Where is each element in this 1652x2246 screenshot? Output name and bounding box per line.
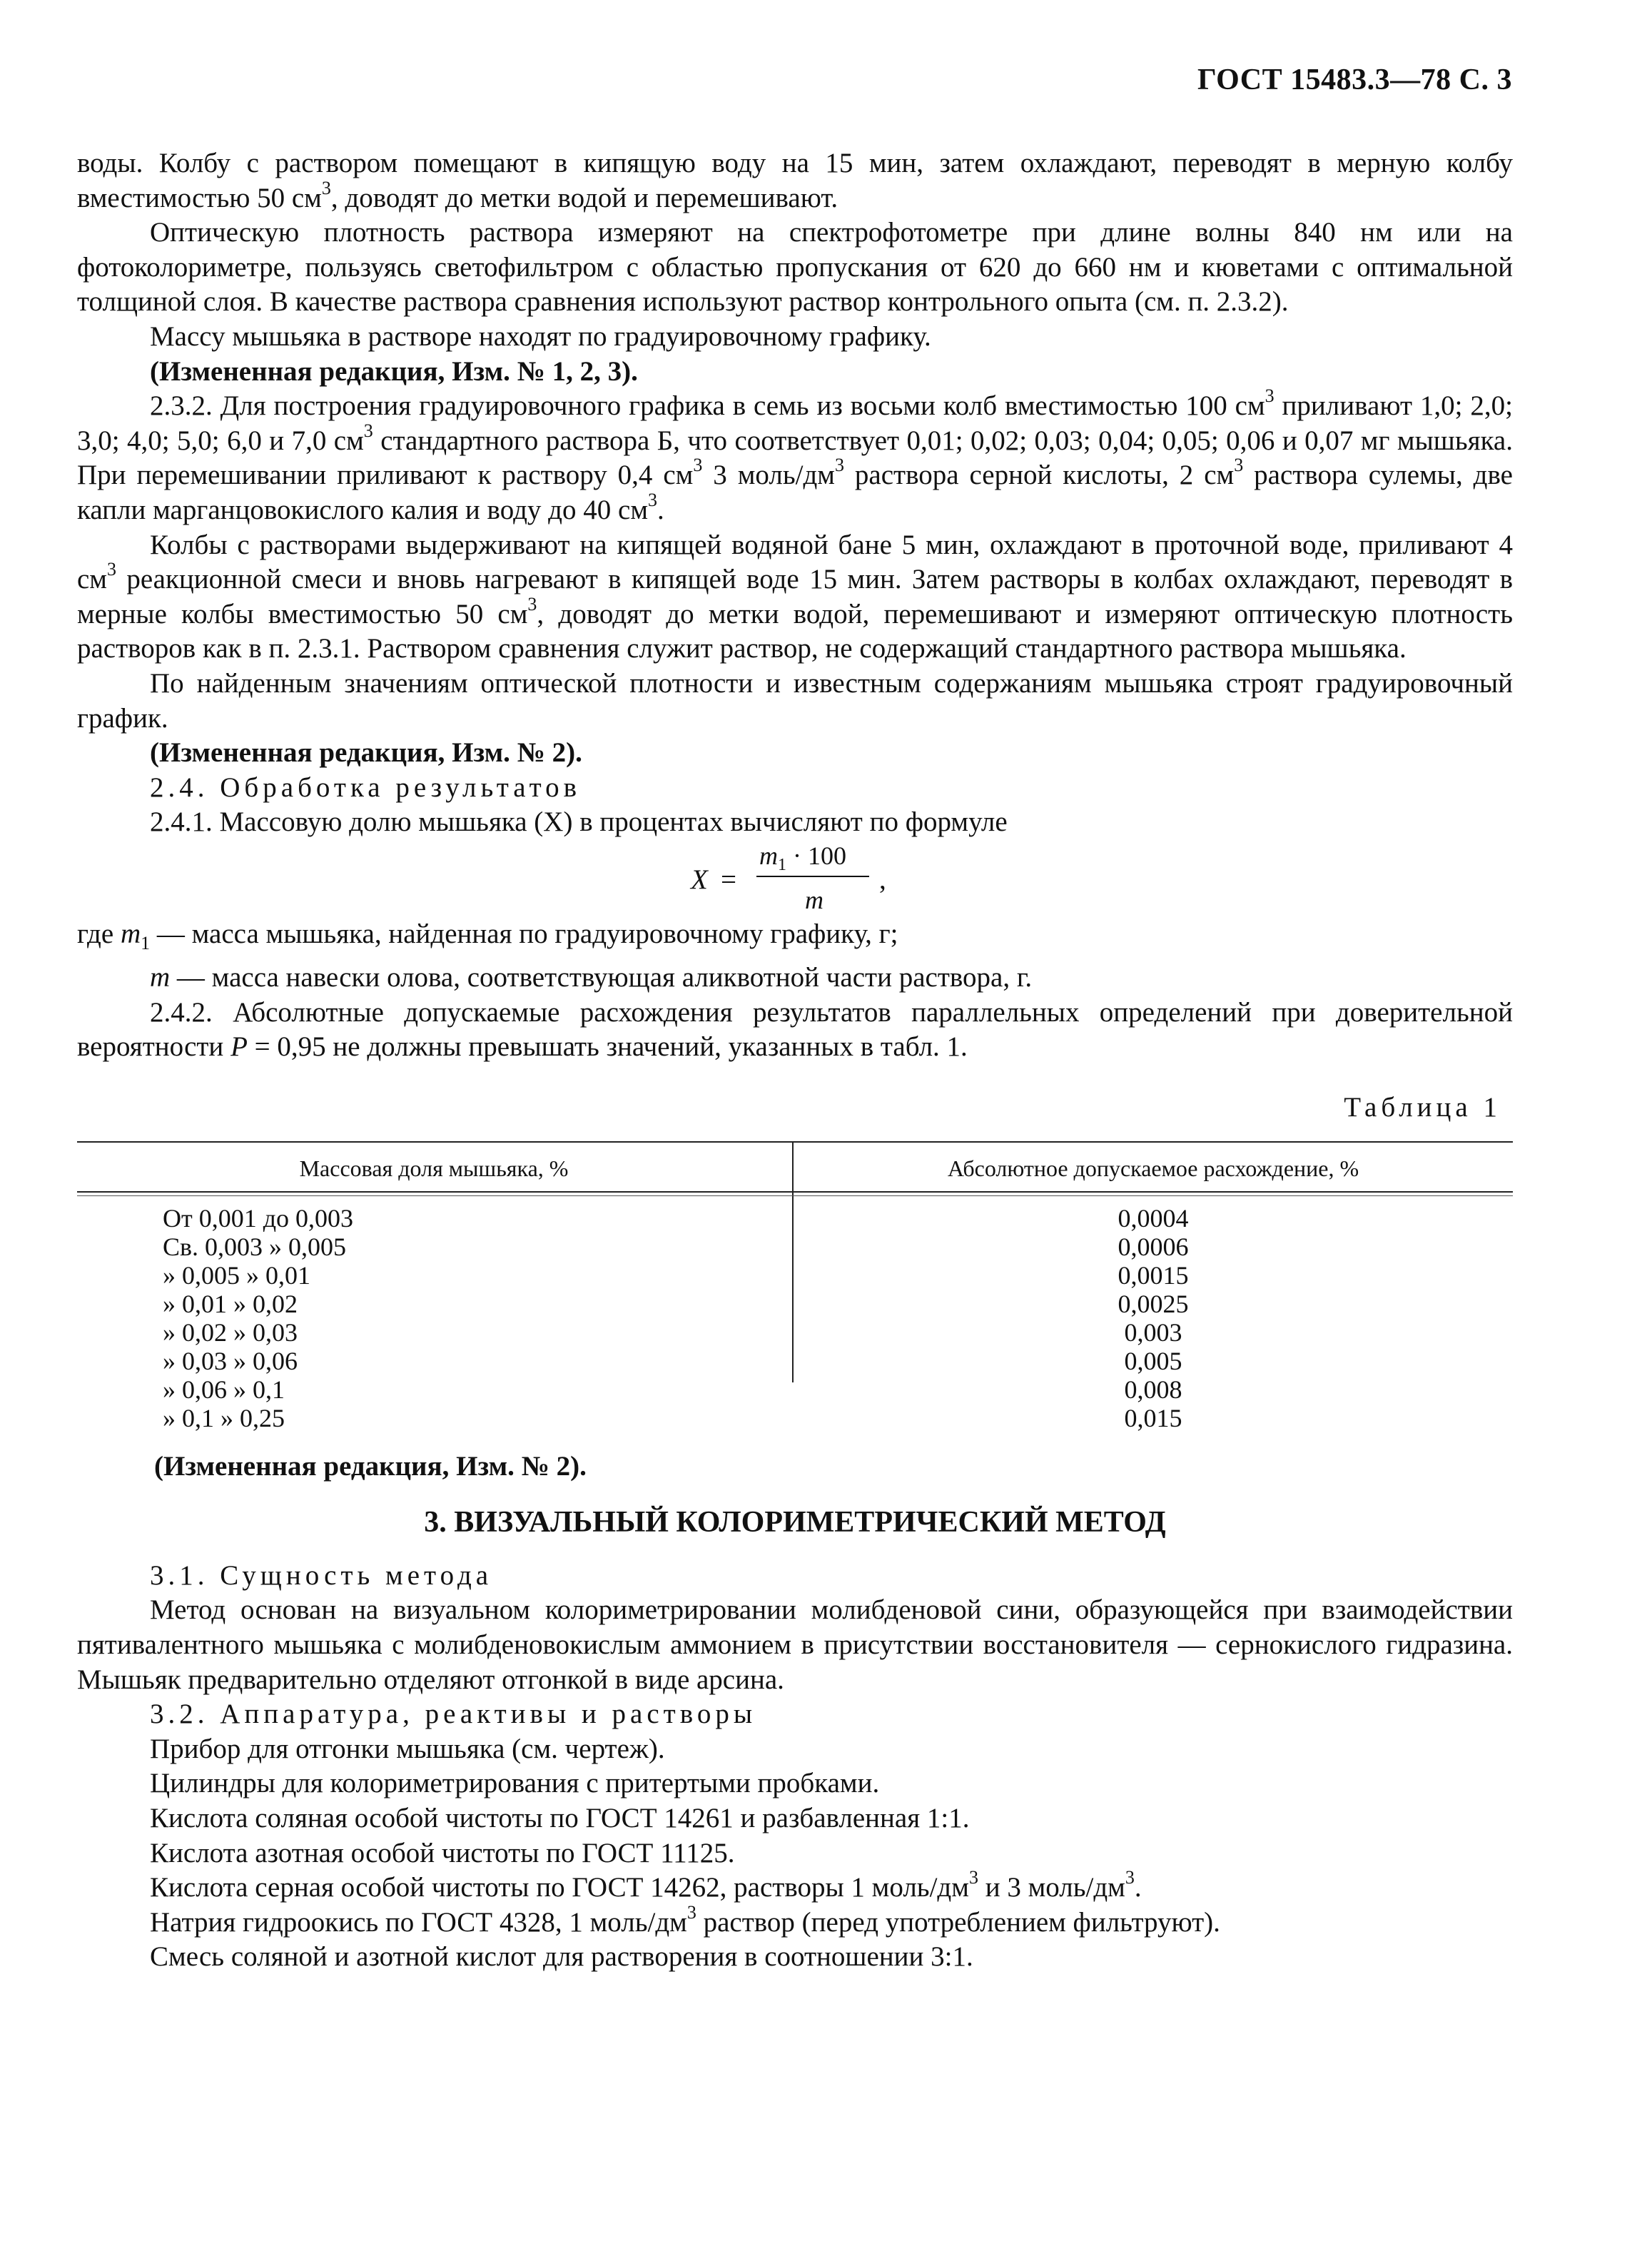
table-row [77, 1233, 1513, 1261]
superscript: 3 [1125, 1867, 1135, 1888]
paragraph: По найденным значениям оптической плотности и известным содержаниям мышьяка строят градуировочный график. [77, 667, 1513, 734]
fraction-bar [756, 876, 869, 877]
var: P [230, 1031, 248, 1063]
list-item: Цилиндры для колориметрирования с притертыми пробками. [150, 1768, 880, 1799]
table-cell: 0,003 [1124, 1317, 1182, 1347]
text: . [657, 494, 664, 525]
table-cell: » 0,02 » 0,03 [163, 1317, 298, 1347]
table-cell: 0,005 [1124, 1346, 1182, 1375]
table-rule [77, 1195, 1513, 1196]
formula-denominator: m [805, 885, 824, 914]
paragraph [77, 146, 1513, 216]
amendment-note: (Измененная редакция, Изм. № 1, 2, 3). [150, 355, 638, 387]
text: 2.4.2. Абсолютные допускаемые расхождения результатов параллельных определений при доверительной вероятности [77, 996, 1513, 1063]
table-cell: » 0,03 » 0,06 [163, 1346, 298, 1375]
text: где [77, 918, 121, 949]
text: воды. Колбу с раствором помещают в кипящую воду на 15 мин, затем охлаждают, переводят в мерную колбу вместимостью 50 см [77, 148, 1513, 213]
section-heading: 2.4. Обработка результатов [150, 772, 582, 803]
table-cell: » 0,06 » 0,1 [163, 1375, 285, 1404]
formula-comma: , [879, 864, 886, 895]
text: . [1134, 1872, 1142, 1903]
subsection-heading: 3.2. Аппаратура, реактивы и растворы [150, 1699, 757, 1730]
superscript: 3 [968, 1867, 978, 1888]
table-row [77, 1318, 1513, 1347]
text: раствора сулемы, две капли марганцовокислого калия и воду до 40 см [77, 460, 1513, 525]
text: , доводят до метки водой и перемешивают. [330, 182, 838, 213]
formula-var: m [759, 841, 778, 870]
superscript: 3 [693, 455, 703, 476]
table-cell: 0,0025 [1118, 1289, 1189, 1318]
paragraph: Оптическую плотность раствора измеряют на спектрофотометре при длине волны 840 нм или на фотоколориметре, пользуясь светофильтром с областью пропускания от 620 до 660 нм и кюветами с оптимальной толщиной слоя. В качестве раствора сравнения используют раствор контрольного опыта (см. п. 2.3.2). [77, 217, 1513, 318]
text: 2.3.2. Для построения градуировочного графика в семь из восьми колб вместимостью 100 см [150, 390, 1265, 422]
text: , доводят до метки водой, перемешивают и измеряют оптическую плотность растворов как в п. 2.3.1. Раствором сравнения служит раствор, не содержащий стандартного раствора мышьяка. [77, 598, 1513, 664]
table-cell: Св. 0,003 » 0,005 [163, 1232, 347, 1261]
section-title: 3. ВИЗУАЛЬНЫЙ КОЛОРИМЕТРИЧЕСКИЙ МЕТОД [424, 1506, 1166, 1539]
table-cell: 0,0004 [1118, 1203, 1189, 1233]
superscript: 3 [527, 593, 537, 614]
superscript: 3 [834, 455, 844, 476]
text: приливают 1,0; 2,0; 3,0; 4,0; 5,0; 6,0 и 7,0 см [77, 390, 1513, 456]
document-body [77, 146, 1513, 1975]
formula-legend [77, 917, 1513, 961]
formula-num-rest: · 100 [786, 841, 846, 870]
table-row [77, 1261, 1513, 1290]
table-caption: Таблица 1 [1344, 1092, 1501, 1123]
list-item [77, 1901, 1513, 1941]
paragraph [77, 528, 1513, 667]
superscript: 3 [1234, 455, 1244, 476]
text: — масса мышьяка, найденная по градуировочному графику, г; [150, 918, 898, 949]
text: Натрия гидроокись по ГОСТ 4328, 1 моль/дм [150, 1906, 687, 1938]
text: — масса навески олова, соответствующая аликвотной части раствора, г. [170, 962, 1033, 993]
formula-sub: 1 [778, 856, 786, 875]
table-cell: От 0,001 до 0,003 [163, 1203, 354, 1233]
text: Колбы с растворами выдерживают на кипящей водяной бане 5 мин, охлаждают в проточной воде, приливают 4 см [77, 529, 1513, 595]
table-row [77, 1404, 1513, 1432]
table-header-mass-fraction: Массовая доля мышьяка, % [299, 1155, 569, 1181]
table-row [77, 1375, 1513, 1404]
amendment-note: (Измененная редакция, Изм. № 2). [154, 1450, 587, 1482]
text: раствор (перед употреблением фильтруют). [696, 1906, 1220, 1938]
table-row [77, 1290, 1513, 1318]
table-row [77, 1204, 1513, 1233]
text: 3 моль/дм [702, 460, 835, 491]
list-item: Смесь соляной и азотной кислот для растворения в соотношении 3:1. [150, 1941, 973, 1973]
var: m [120, 918, 141, 949]
superscript: 3 [321, 177, 331, 198]
formula [77, 843, 1513, 917]
list-item: Кислота соляная особой чистоты по ГОСТ 14261 и разбавленная 1:1. [150, 1802, 970, 1833]
table-cell: 0,008 [1124, 1375, 1182, 1404]
text: реакционной смеси и вновь нагревают в кипящей воде 15 мин. Затем растворы в колбах охлаждают, переводят в мерные колбы вместимостью 50 см [77, 564, 1513, 629]
list-item [77, 1867, 1513, 1906]
table-row [77, 1347, 1513, 1375]
page-header: ГОСТ 15483.3—78 С. 3 [1197, 64, 1512, 96]
superscript: 3 [1265, 385, 1275, 407]
paragraph: 2.4.1. Массовую долю мышьяка (X) в процентах вычисляют по формуле [150, 806, 1008, 838]
table-header-tolerance: Абсолютное допускаемое расхождение, % [947, 1155, 1359, 1181]
text: стандартного раствора Б, что соответствует 0,01; 0,02; 0,03; 0,04; 0,05; 0,06 и 0,07 мг мышьяка. При перемешивании приливают к раствору 0,4 см [77, 425, 1513, 491]
paragraph: Метод основан на визуальном колориметрировании молибденовой сини, образующейся при взаимодействии пятивалентного мышьяка с молибденовокислым аммонием в присутствии восстановителя — сернокислого гидразина. Мышьяк предварительно отделяют отгонкой в виде арсина. [77, 1594, 1513, 1695]
superscript: 3 [363, 420, 373, 441]
table-rule [77, 1191, 1513, 1193]
text: и 3 моль/дм [978, 1872, 1125, 1903]
superscript: 3 [107, 559, 116, 580]
paragraph [77, 385, 1513, 527]
text: Кислота серная особой чистоты по ГОСТ 14262, растворы 1 моль/дм [150, 1872, 969, 1903]
table-cell: » 0,005 » 0,01 [163, 1260, 310, 1290]
superscript: 3 [648, 489, 657, 510]
formula-equals: = [721, 864, 736, 895]
formula-lhs: X [691, 864, 708, 895]
text: раствора серной кислоты, 2 см [843, 460, 1235, 491]
list-item: Прибор для отгонки мышьяка (см. чертеж). [150, 1733, 665, 1764]
subsection-heading: 3.1. Сущность метода [150, 1559, 493, 1591]
table-cell: 0,015 [1124, 1403, 1182, 1432]
amendment-note: (Измененная редакция, Изм. № 2). [150, 737, 582, 769]
table-cell: 0,0015 [1118, 1260, 1189, 1290]
superscript: 3 [686, 1901, 696, 1923]
list-item: Кислота азотная особой чистоты по ГОСТ 11125. [150, 1837, 735, 1868]
table-body [77, 1204, 1513, 1432]
paragraph [77, 996, 1513, 1065]
data-table [77, 1135, 1513, 1450]
table-cell: » 0,01 » 0,02 [163, 1289, 298, 1318]
table-rule [77, 1141, 1513, 1143]
text: = 0,95 не должны превышать значений, указанных в табл. 1. [247, 1031, 968, 1063]
formula-legend [77, 961, 1513, 996]
sub: 1 [141, 932, 151, 953]
table-cell: 0,0006 [1118, 1232, 1189, 1261]
var: m [150, 962, 171, 993]
paragraph: Массу мышьяка в растворе находят по градуировочному графику. [150, 320, 931, 352]
table-cell: » 0,1 » 0,25 [163, 1403, 285, 1432]
